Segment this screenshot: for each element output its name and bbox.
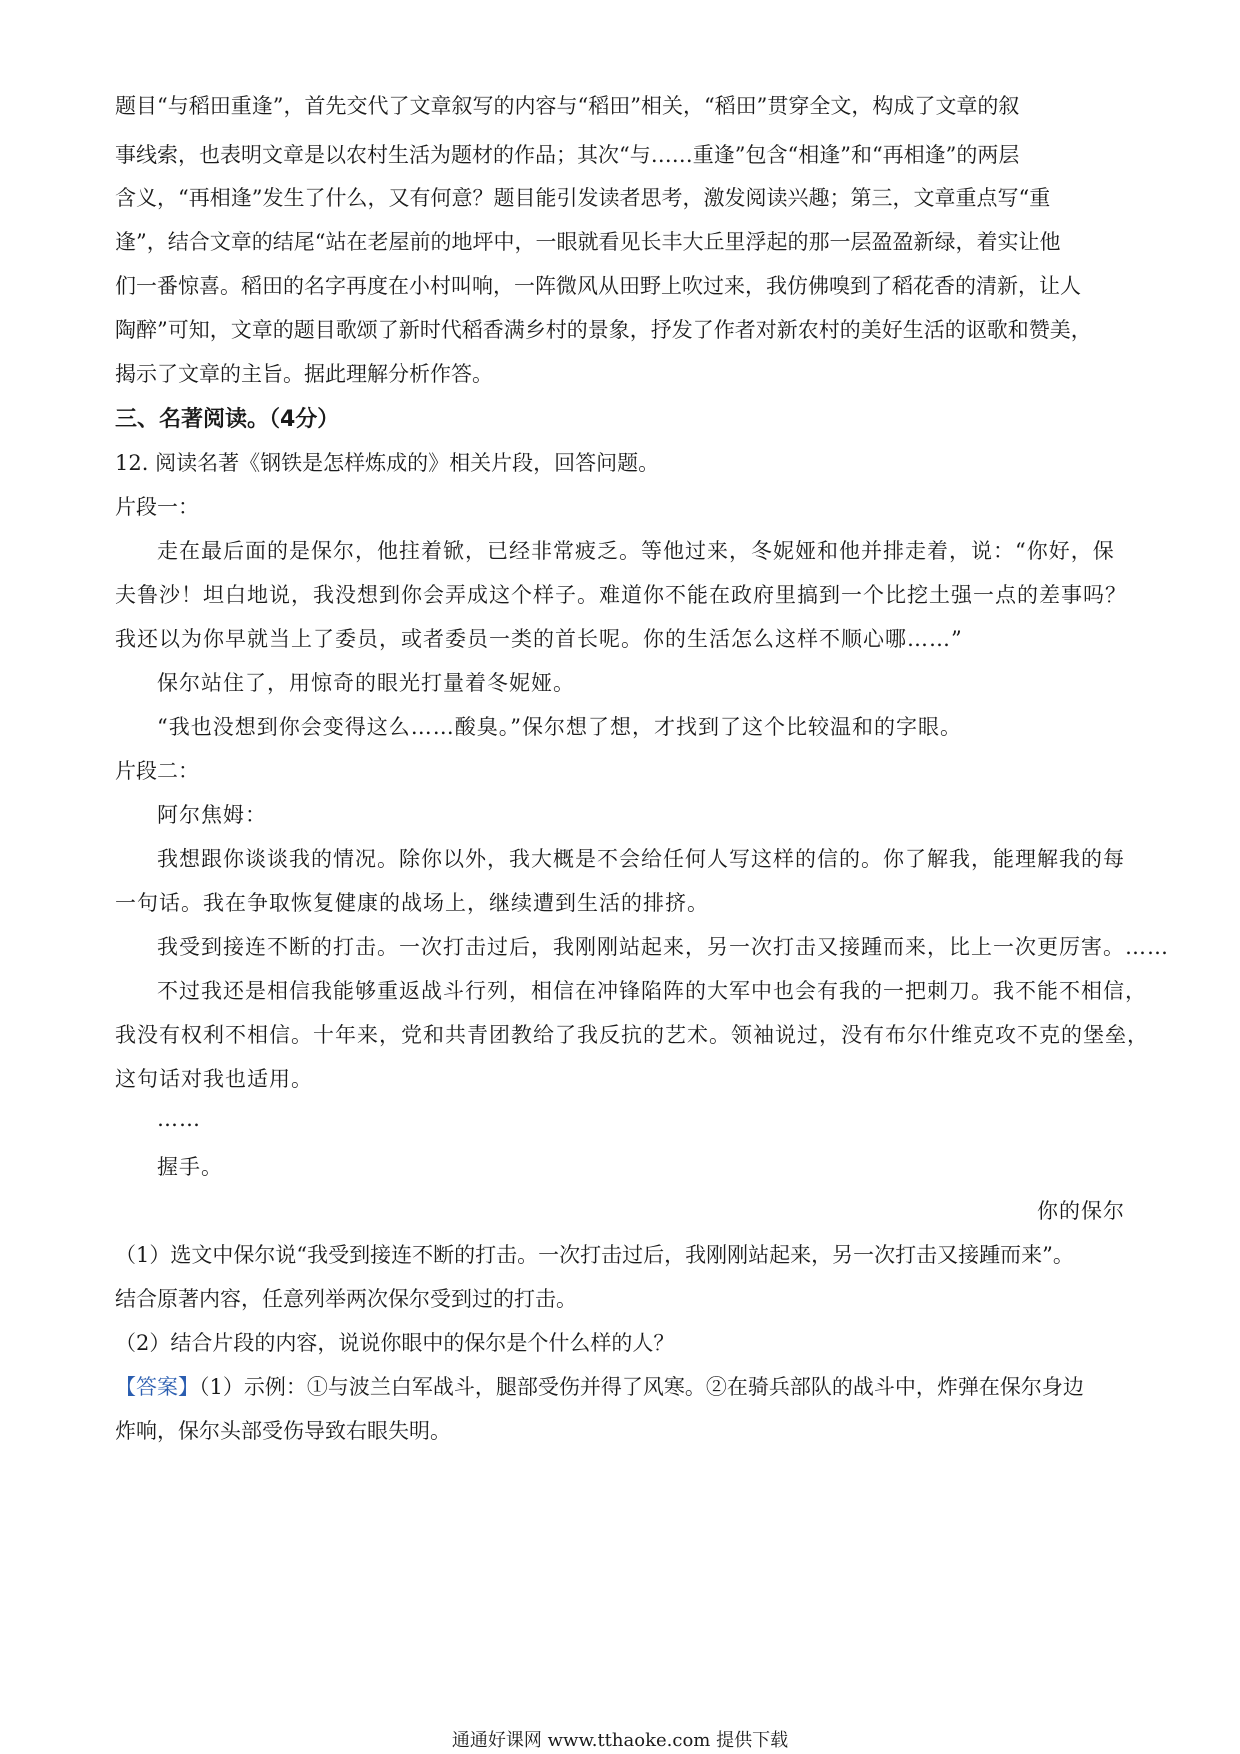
excerpt2-para3-line-1: 不过我还是相信我能够重返战斗行列，相信在冲锋陷阵的大军中也会有我的一把刺刀。我不能不相信， bbox=[157, 979, 1147, 1003]
excerpt2-line-1: 我想跟你谈谈我的情况。除你以外，我大概是不会给任何人写这样的信的。你了解我，能理解我的每 bbox=[157, 847, 1125, 871]
intro-line-7: 揭示了文章的主旨。据此理解分析作答。 bbox=[115, 362, 493, 386]
intro-line-2: 事线索，也表明文章是以农村生活为题材的作品；其次“与……重逢”包含“相逢”和“再相逢”的两层 bbox=[115, 143, 1020, 167]
sub-question-1-line-1: （1）选文中保尔说“我受到接连不断的打击。一次打击过后，我刚刚站起来，另一次打击又接踵而来”。 bbox=[115, 1243, 1074, 1267]
excerpt2-para3-line-2: 我没有权利不相信。十年来，党和共青团教给了我反抗的艺术。领袖说过，没有布尔什维克攻不克的堡垒， bbox=[115, 1023, 1149, 1047]
sub-question-1-line-2: 结合原著内容，任意列举两次保尔受到过的打击。 bbox=[115, 1287, 577, 1311]
answer-label: 【答案】 bbox=[115, 1375, 199, 1399]
intro-line-5: 们一番惊喜。稻田的名字再度在小村叫响，一阵微风从田野上吹过来，我仿佛嗅到了稻花香的清新，让人 bbox=[115, 274, 1081, 298]
excerpt2-para3-line-3: 这句话对我也适用。 bbox=[115, 1067, 313, 1091]
answer-line-2: 炸响，保尔头部受伤导致右眼失明。 bbox=[115, 1419, 451, 1443]
page-footer: 通通好课网 www.tthaoke.com 提供下载 bbox=[451, 1730, 789, 1751]
excerpt1-line-3: 我还以为你早就当上了委员，或者委员一类的首长呢。你的生活怎么这样不顺心哪……” bbox=[115, 627, 963, 651]
excerpt2-salutation: 阿尔焦姆： bbox=[157, 803, 267, 827]
intro-line-1: 题目“与稻田重逢”，首先交代了文章叙写的内容与“稻田”相关，“稻田”贯穿全文，构成了文章的叙 bbox=[115, 94, 1020, 118]
intro-line-3: 含义，“再相逢”发生了什么，又有何意？题目能引发读者思考，激发阅读兴趣；第三，文章重点写“重 bbox=[115, 186, 1051, 210]
excerpt2-signature: 你的保尔 bbox=[1037, 1199, 1125, 1223]
excerpt2-closing: 握手。 bbox=[157, 1155, 223, 1179]
excerpt1-line-1: 走在最后面的是保尔，他拄着锨，已经非常疲乏。等他过来，冬妮娅和他并排走着，说：“你好，保 bbox=[157, 539, 1115, 563]
excerpt1-label: 片段一： bbox=[115, 495, 199, 519]
excerpt2-para2: 我受到接连不断的打击。一次打击过后，我刚刚站起来，另一次打击又接踵而来，比上一次更厉害。…… bbox=[157, 935, 1169, 959]
section-heading: 三、名著阅读。（4分） bbox=[115, 407, 340, 432]
question-12: 12. 阅读名著《钢铁是怎样炼成的》相关片段，回答问题。 bbox=[115, 451, 660, 475]
answer-text-1: （1）示例：①与波兰白军战斗，腿部受伤并得了风寒。②在骑兵部队的战斗中，炸弹在保尔身边 bbox=[199, 1375, 1084, 1399]
excerpt1-para3: “我也没想到你会变得这么……酸臭。”保尔想了想，才找到了这个比较温和的字眼。 bbox=[157, 715, 962, 739]
excerpt1-line-2: 夫鲁沙！坦白地说，我没想到你会弄成这个样子。难道你不能在政府里搞到一个比挖土强一点的差事吗？ bbox=[115, 583, 1127, 607]
intro-line-4: 逢”，结合文章的结尾“站在老屋前的地坪中，一眼就看见长丰大丘里浮起的那一层盈盈新绿，着实让他 bbox=[115, 230, 1061, 254]
excerpt2-label: 片段二： bbox=[115, 759, 199, 783]
excerpt2-ellipsis: …… bbox=[157, 1107, 201, 1131]
sub-question-2: （2）结合片段的内容，说说你眼中的保尔是个什么样的人？ bbox=[115, 1331, 675, 1355]
intro-line-6: 陶醉”可知，文章的题目歌颂了新时代稻香满乡村的景象，抒发了作者对新农村的美好生活的讴歌和赞美， bbox=[115, 318, 1092, 342]
answer-line-1 bbox=[115, 1371, 1084, 1401]
excerpt2-line-2: 一句话。我在争取恢复健康的战场上，继续遭到生活的排挤。 bbox=[115, 891, 709, 915]
excerpt1-para2: 保尔站住了，用惊奇的眼光打量着冬妮娅。 bbox=[157, 671, 575, 695]
